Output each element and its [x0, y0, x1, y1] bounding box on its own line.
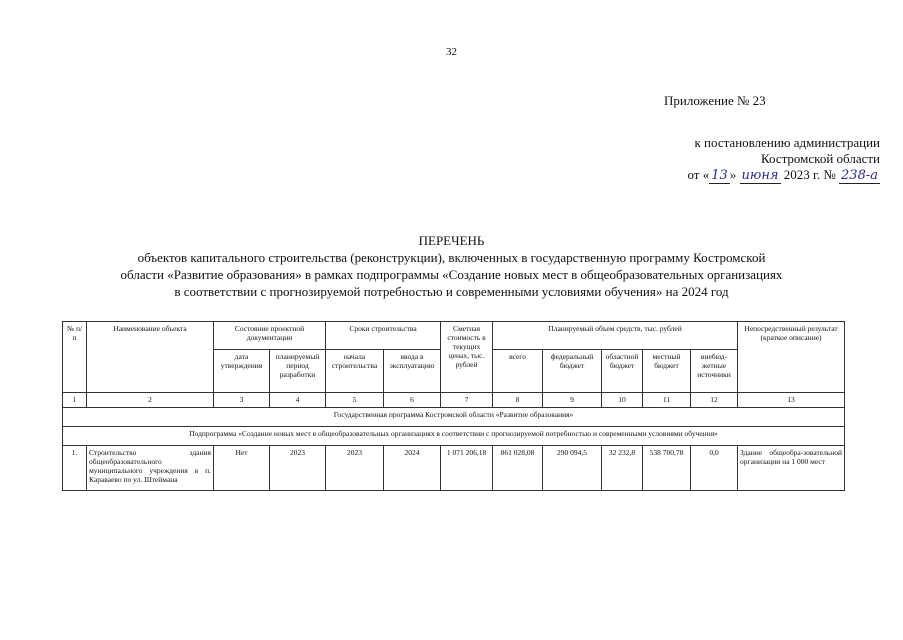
header-name: Наименование объекта	[87, 322, 214, 393]
column-number: 11	[643, 393, 691, 408]
header-row-1	[63, 322, 845, 350]
appendix-label: Приложение № 23	[664, 93, 766, 108]
header-regional: областной бюджет	[602, 350, 643, 393]
header-num: № п/п	[63, 322, 87, 393]
header-federal: федеральный бюджет	[543, 350, 602, 393]
row-total: 861 028,08	[493, 446, 543, 491]
column-number: 10	[602, 393, 643, 408]
column-number: 12	[691, 393, 738, 408]
program-title: Государственная программа Костромской области «Развитие образования»	[63, 408, 845, 427]
row-name: Строительство здания общеобразовательного муниципального учреждения в п. Караваево по ул. Штеймана	[87, 446, 214, 491]
header-result: Непосредственный результат (краткое описание)	[738, 322, 845, 393]
decree-number: 238-а	[841, 168, 878, 183]
decree-from-prefix: от «	[687, 167, 710, 182]
row-extra: 0,0	[691, 446, 738, 491]
title-line-1: объектов капитального строительства (реконструкции), включенных в государственную программу Костромской	[137, 250, 766, 265]
column-number: 9	[543, 393, 602, 408]
row-num: 1.	[63, 446, 87, 491]
subprogram-row	[63, 427, 845, 446]
column-number: 7	[441, 393, 493, 408]
decree-month: июня	[741, 168, 779, 183]
subprogram-title: Подпрограмма «Создание новых мест в общеобразовательных организациях в соответствии с прогнозируемой потребностью и современными условиями обучения»	[63, 427, 845, 446]
title-line-3: в соответствии с прогнозируемой потребностью и современными условиями обучения» на 2024 год	[174, 284, 729, 299]
column-number: 5	[326, 393, 384, 408]
column-number: 1	[63, 393, 87, 408]
column-number: 2	[87, 393, 214, 408]
capital-construction-table	[62, 321, 845, 491]
row-federal: 290 094,5	[543, 446, 602, 491]
title-heading: ПЕРЕЧЕНЬ	[418, 233, 485, 248]
row-result: Здание общеобра-зовательной организации на 1 000 мест	[738, 446, 845, 491]
header-extra: внебюд-жетные источники	[691, 350, 738, 393]
decree-day: 13	[711, 168, 728, 183]
decree-from-mid: »	[729, 167, 737, 182]
row-commission: 2024	[384, 446, 441, 491]
table-row	[63, 446, 845, 491]
header-approval-date: дата утверждения	[214, 350, 270, 393]
row-start: 2023	[326, 446, 384, 491]
row-dev-period: 2023	[270, 446, 326, 491]
column-number: 8	[493, 393, 543, 408]
column-number: 4	[270, 393, 326, 408]
row-regional: 32 232,8	[602, 446, 643, 491]
header-dev-period: планируемый период разработки	[270, 350, 326, 393]
row-cost: 1 071 206,18	[441, 446, 493, 491]
header-commission: ввода в эксплуатацию	[384, 350, 441, 393]
decree-line-2: Костромской области	[760, 151, 880, 166]
column-number: 13	[738, 393, 845, 408]
title-line-2: области «Развитие образования» в рамках подпрограммы «Создание новых мест в общеобразовательных организациях	[120, 267, 783, 282]
decree-reference	[560, 135, 880, 184]
header-local: местный бюджет	[643, 350, 691, 393]
row-local: 538 700,78	[643, 446, 691, 491]
column-number: 3	[214, 393, 270, 408]
header-funds: Планируемый объем средств, тыс. рублей	[493, 322, 738, 350]
decree-year: 2023 г. №	[783, 167, 836, 182]
header-start: начала строительства	[326, 350, 384, 393]
header-docs: Состояние проектной документации	[214, 322, 326, 350]
decree-date-line	[560, 167, 880, 184]
column-number-row	[63, 393, 845, 408]
program-row	[63, 408, 845, 427]
document-title	[40, 232, 863, 300]
column-number: 6	[384, 393, 441, 408]
row-approval-date: Нет	[214, 446, 270, 491]
header-total: всего	[493, 350, 543, 393]
header-cost: Сметная стоимость в текущих ценах, тыс. рублей	[441, 322, 493, 393]
header-terms: Сроки строительства	[326, 322, 441, 350]
decree-line-1: к постановлению администрации	[694, 135, 880, 150]
page-number: 32	[446, 46, 457, 58]
